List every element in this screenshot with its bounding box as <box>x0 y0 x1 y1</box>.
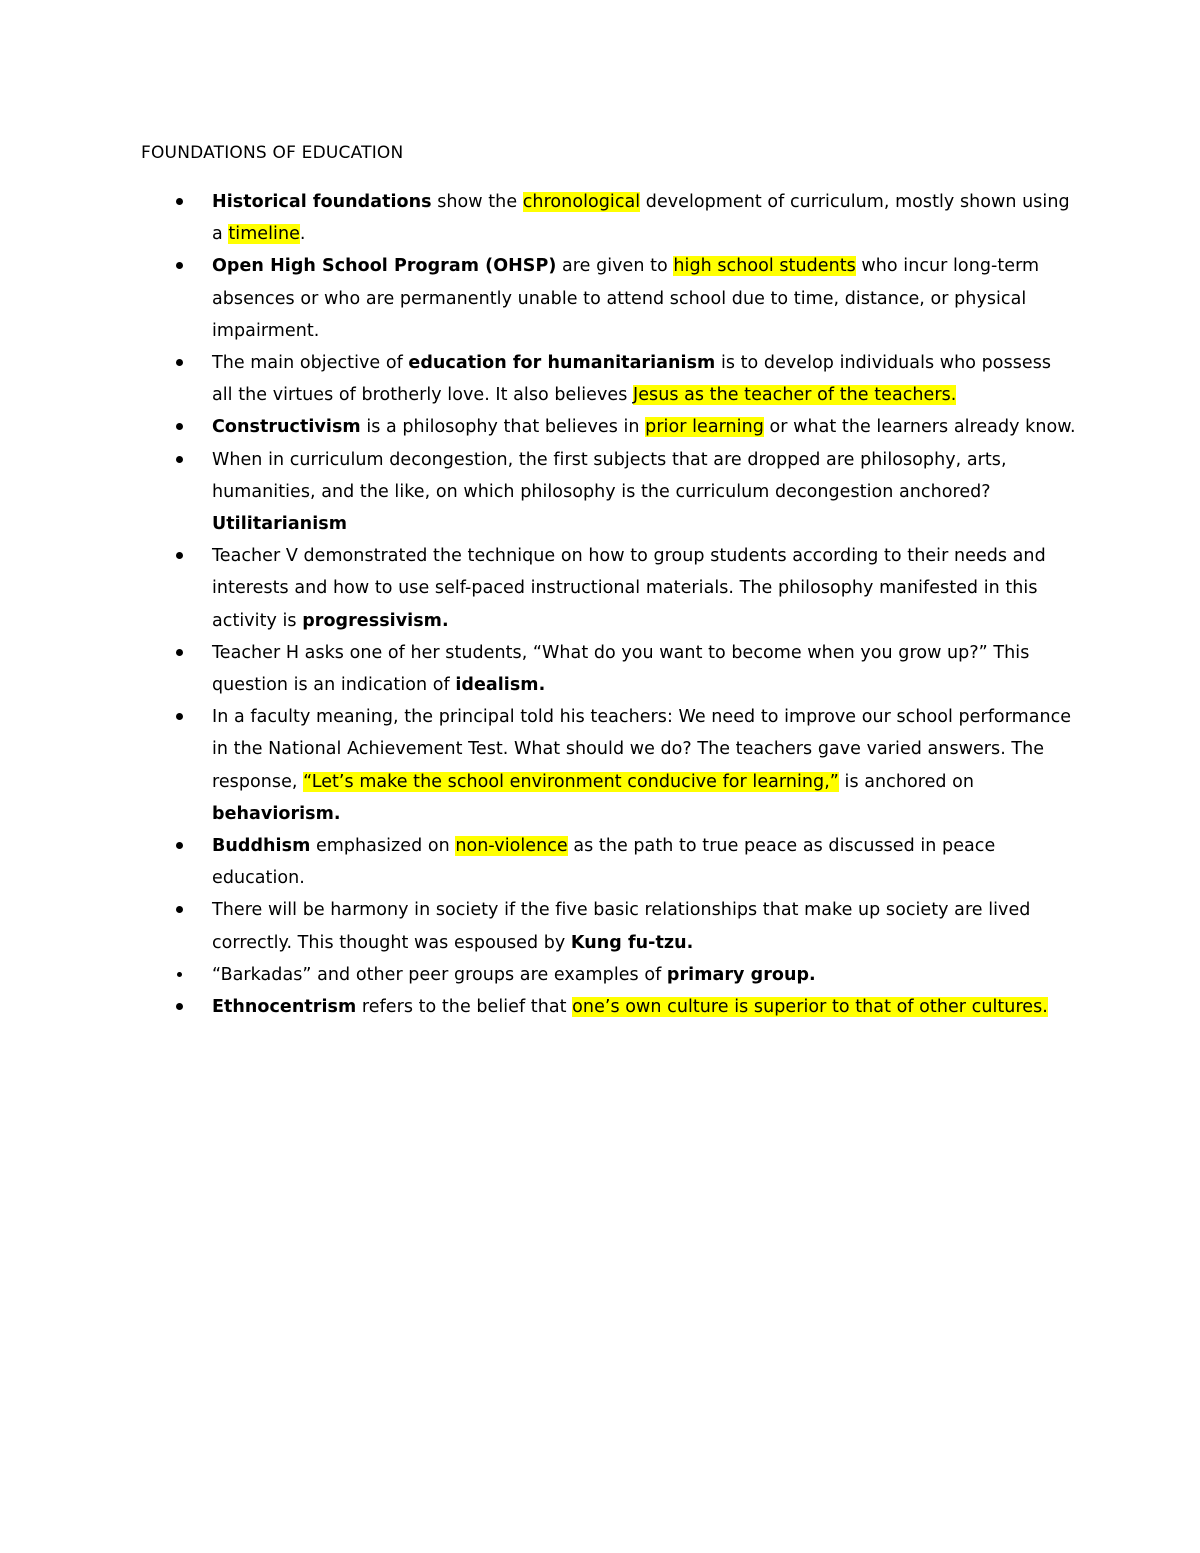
text-segment: The main objective of <box>212 353 409 374</box>
text-segment: is a philosophy that believes in <box>360 417 646 438</box>
highlighted-text: chronological <box>522 192 641 212</box>
text-segment: are given to <box>556 256 674 277</box>
text-segment: There will be harmony in society if the five basic relationships that make up society are lived correctly. This thought was espoused by <box>212 900 1031 953</box>
text-segment: “Barkadas” and other peer groups are examples of <box>212 964 667 985</box>
text-segment: Teacher V demonstrated the technique on how to group students according to their needs and interests and how to use self-paced instructional materials. The philosophy manifested in this activity is <box>212 546 1046 631</box>
bold-term: education for humanitarianism <box>408 353 716 374</box>
list-item <box>176 250 1076 347</box>
bullet-list <box>176 186 1076 1023</box>
bullet-dot-icon <box>176 423 183 430</box>
bold-term: Ethnocentrism <box>212 997 357 1018</box>
list-item <box>176 186 1076 250</box>
text-segment: development of curriculum, mostly shown using a <box>212 192 1070 245</box>
list-item <box>176 637 1076 701</box>
list-item <box>176 444 1076 541</box>
text-segment: emphasized on <box>310 836 456 857</box>
bold-term: Open High School Program (OHSP) <box>212 256 557 277</box>
highlighted-text: Jesus as the teacher of the teachers. <box>633 385 957 406</box>
list-item <box>176 411 1076 443</box>
text-segment: or what the learners already know. <box>763 417 1076 438</box>
bold-term: behaviorism. <box>212 803 341 824</box>
bullet-dot-icon <box>176 906 183 913</box>
bullet-dot-icon <box>176 262 183 269</box>
text-segment: is anchored on <box>838 771 975 792</box>
bold-term: primary group. <box>666 964 816 985</box>
bold-term: progressivism. <box>302 610 449 631</box>
highlighted-text: “Let’s make the school environment conducive for learning,” <box>303 771 839 792</box>
bullet-dot-icon <box>176 198 183 205</box>
text-segment: who incur long-term absences or who are permanently unable to attend school due to time, distance, or physical impairment. <box>212 256 1040 341</box>
highlighted-text: high school students <box>673 256 856 277</box>
text-segment: . <box>299 224 306 245</box>
list-item <box>176 991 1076 1023</box>
list-item <box>176 894 1076 958</box>
bold-term: Historical foundations <box>212 192 432 212</box>
bullet-dot-icon <box>176 713 183 720</box>
text-segment: Teacher H asks one of her students, “What do you want to become when you grow up?” This question is an indication of <box>212 642 1030 696</box>
bold-term: Utilitarianism <box>212 514 347 535</box>
list-item <box>176 701 1076 830</box>
list-item <box>176 959 1076 991</box>
text-segment: When in curriculum decongestion, the first subjects that are dropped are philosophy, arts, humanities, and the like, on which philosophy is the curriculum decongestion anchored? <box>212 449 1007 502</box>
bullet-dot-icon <box>176 649 183 656</box>
bullet-dot-icon <box>176 456 183 463</box>
list-item <box>176 347 1076 411</box>
list-item <box>176 830 1076 894</box>
bold-term: idealism. <box>455 675 546 696</box>
bullet-dot-icon <box>176 842 183 849</box>
page-title: FOUNDATIONS OF EDUCATION <box>141 143 404 163</box>
text-segment: as the path to true peace as discussed in peace education. <box>212 836 996 889</box>
bold-term: Kung fu-tzu. <box>570 932 694 953</box>
bullet-dot-icon <box>176 552 183 559</box>
list-item <box>176 540 1076 637</box>
text-segment: refers to the belief that <box>356 997 573 1018</box>
bold-term: Buddhism <box>212 836 311 857</box>
text-segment: In a faculty meaning, the principal told his teachers: We need to improve our school performance in the National Achievement Test. What should we do? The teachers gave varied answers. The response, <box>212 707 1072 792</box>
highlighted-text: non-violence <box>455 836 568 857</box>
bullet-dot-icon <box>176 1003 183 1010</box>
bold-term: Constructivism <box>212 417 361 438</box>
highlighted-text: prior learning <box>645 417 764 438</box>
text-segment: is to develop individuals who possess all the virtues of brotherly love. It also believes <box>212 353 1052 406</box>
highlighted-text: timeline <box>228 224 300 245</box>
text-segment: show the <box>431 192 523 212</box>
highlighted-text: one’s own culture is superior to that of other cultures. <box>572 997 1048 1018</box>
bullet-dot-icon <box>177 972 182 977</box>
bullet-dot-icon <box>176 359 183 366</box>
